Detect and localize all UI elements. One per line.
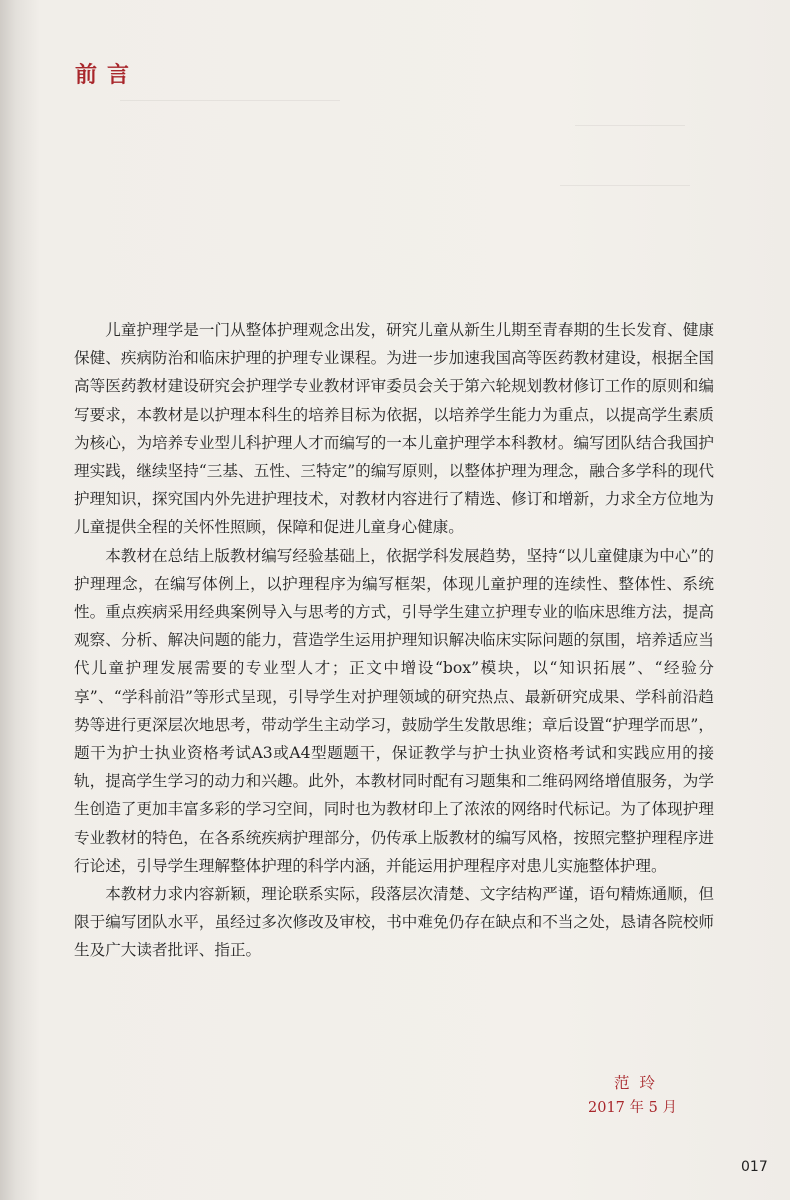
page-number: 017 — [741, 1159, 768, 1175]
signature-date: 2017 年 5 月 — [588, 1100, 677, 1116]
bleed-through-line — [120, 100, 340, 101]
paragraph-1: 儿童护理学是一门从整体护理观念出发，研究儿童从新生儿期至青春期的生长发育、健康保健、疾病防治和临床护理的护理专业课程。为进一步加速我国高等医药教材建设，根据全国高等医药教材建设研究会护理学专业教材评审委员会关于第六轮规划教材修订工作的原则和编写要求，本教材是以护理本科生的培养目标为依据，以培养学生能力为重点，以提高学生素质为核心，为培养专业型儿科护理人才而编写的一本儿童护理学本科教材。编写团队结合我国护理实践，继续坚持“三基、五性、三特定”的编写原则，以整体护理为理念，融合多学科的现代护理知识，探究国内外先进护理技术，对教材内容进行了精选、修订和增新，力求全方位地为儿童提供全程的关怀性照顾，保障和促进儿童身心健康。 — [74, 321, 714, 537]
preface-body — [74, 316, 714, 965]
page-title: 前言 — [75, 62, 140, 88]
paragraph-3: 本教材力求内容新颖，理论联系实际，段落层次清楚、文字结构严谨，语句精炼通顺，但限于编写团队水平，虽经过多次修改及审校，书中难免仍存在缺点和不当之处，恳请各院校师生及广大读者批评、指正。 — [74, 885, 714, 960]
bleed-through-line — [560, 185, 690, 186]
bleed-through-line — [575, 125, 685, 126]
paragraph-2: 本教材在总结上版教材编写经验基础上，依据学科发展趋势，坚持“以儿童健康为中心”的护理理念，在编写体例上，以护理程序为编写框架，体现儿童护理的连续性、整体性、系统性。重点疾病采用经典案例导入与思考的方式，引导学生建立护理专业的临床思维方法，提高观察、分析、解决问题的能力，营造学生运用护理知识解决临床实际问题的氛围，培养适应当代儿童护理发展需要的专业型人才；正文中增设“box”模块，以“知识拓展”、“经验分享”、“学科前沿”等形式呈现，引导学生对护理领域的研究热点、最新研究成果、学科前沿趋势等进行更深层次地思考，带动学生主动学习，鼓励学生发散思维；章后设置“护理学而思”，题干为护士执业资格考试A3或A4型题题干，保证教学与护士执业资格考试和实践应用的接轨，提高学生学习的动力和兴趣。此外，本教材同时配有习题集和二维码网络增值服务，为学生创造了更加丰富多彩的学习空间，同时也为教材印上了浓浓的网络时代标记。为了体现护理专业教材的特色，在各系统疾病护理部分，仍传承上版教材的编写风格，按照完整护理程序进行论述，引导学生理解整体护理的科学内涵，并能运用护理程序对患儿实施整体护理。 — [74, 546, 714, 875]
author-signature: 范玲 — [614, 1074, 666, 1092]
